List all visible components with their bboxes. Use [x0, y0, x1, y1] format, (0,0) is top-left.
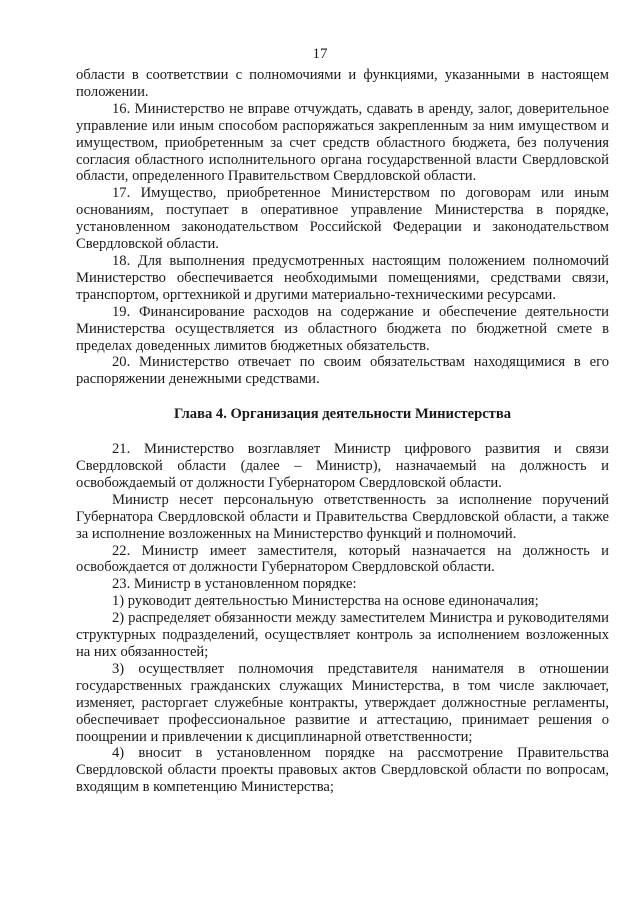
paragraph-19: 19. Финансирование расходов на содержание и обеспечение деятельности Министерства осуществляется из областного бюджета по бюджетной смете в пределах доведенных лимитов бюджетных обязательств. — [76, 303, 609, 354]
paragraph-minister-responsibility: Министр несет персональную ответственность за исполнение поручений Губернатора Свердловской области и Правительства Свердловской области, а также за исполнение возложенных на Министерство функций и полномочий. — [76, 491, 609, 542]
paragraph-23: 23. Министр в установленном порядке: — [112, 576, 357, 593]
page-number: 17 — [312, 46, 328, 62]
paragraph-20: 20. Министерство отвечает по своим обязательствам находящимися в его распоряжении денежными средствами. — [76, 354, 609, 388]
chapter-heading: Глава 4. Организация деятельности Министерства — [173, 406, 512, 423]
paragraph-21: 21. Министерство возглавляет Министр цифрового развития и связи Свердловской области (далее – Министр), назначаемый на должность и освобождаемый от должности Губернатором Свердловской области. — [76, 441, 609, 491]
paragraph-17: 17. Имущество, приобретенное Министерством по договорам или иным основаниям, поступает в оперативное управление Министерства в порядке, установленном законодательством Российской Федерации и законодательством Свердловской области. — [76, 185, 609, 253]
paragraph-22: 22. Министр имеет заместителя, который назначается на должность и освобождается от должности Губернатором Свердловской области. — [76, 542, 609, 576]
paragraph-16: 16. Министерство не вправе отчуждать, сдавать в аренду, залог, доверительное управление или иным способом распоряжаться закрепленным за ним имуществом и имуществом, приобретенным за счет средств областного бюджета, без получения согласия областного исполнительного органа государственной власти Свердловской области, определенного Правительством Свердловской области. — [76, 100, 609, 185]
list-item-2: 2) распределяет обязанности между заместителем Министра и руководителями структурных подразделений, осуществляет контроль за исполнением возложенных на них обязанностей; — [76, 610, 609, 660]
document-body — [76, 67, 609, 796]
paragraph-continuation: области в соответствии с полномочиями и функциями, указанными в настоящем положении. — [76, 67, 609, 100]
list-item-1: 1) руководит деятельностью Министерства на основе единоначалия; — [112, 593, 539, 610]
list-item-3: 3) осуществляет полномочия представителя нанимателя в отношении государственных гражданских служащих Министерства, в том числе заключает, изменяет, расторгает служебные контракты, утверждает должностные регламенты, обеспечивает профессиональное развитие и аттестацию, принимает решения о поощрении и привлечении к дисциплинарной ответственности; — [76, 660, 609, 745]
list-item-4: 4) вносит в установленном порядке на рассмотрение Правительства Свердловской области проекты правовых актов Свердловской области по вопросам, входящим в компетенцию Министерства; — [76, 745, 609, 796]
paragraph-18: 18. Для выполнения предусмотренных настоящим положением полномочий Министерство обеспечивается необходимыми помещениями, средствами связи, транспортом, оргтехникой и другими материально-техническими ресурсами. — [76, 252, 609, 303]
